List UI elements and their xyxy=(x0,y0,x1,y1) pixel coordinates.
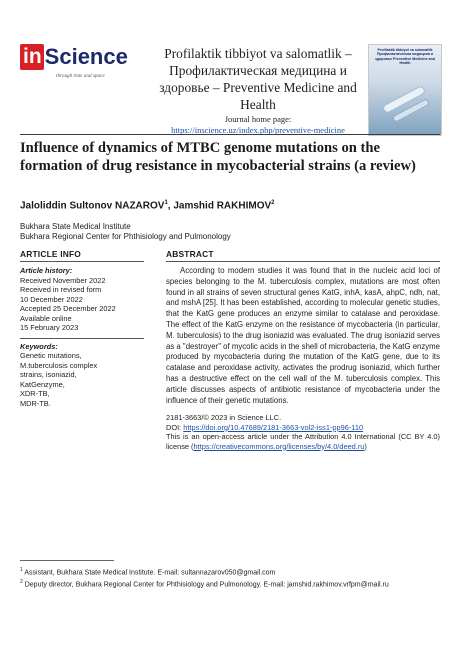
article-title: Influence of dynamics of MTBC genome mutations on the formation of drug resistance in mycobacterial strains (a review) xyxy=(20,140,416,174)
section-divider xyxy=(20,261,144,262)
homepage-label: Journal home page: xyxy=(224,114,292,124)
keyword: M.tuberculosis complex xyxy=(20,360,98,370)
footnote-text: Deputy director, Bukhara Regional Center for Phthisiology and Pulmonology. E-mail: jamshid.rakhimov.vrfpm@mail.ru xyxy=(22,581,389,589)
doi-line xyxy=(166,423,440,432)
inscience-logo xyxy=(20,42,138,79)
history-item: 10 December 2022 xyxy=(20,294,83,304)
history-item: Available online xyxy=(20,313,72,323)
author-name: Jaloliddin Sultonov NAZAROV xyxy=(20,200,165,212)
license-text: This is an open-access article under the Attribution 4.0 International (CC BY 4.0) license ( xyxy=(166,432,440,451)
author-affil-marker: 2 xyxy=(271,200,275,206)
abstract-text: According to modern studies it was found that in the nucleic acid loci of species belonging to the M. tuberculosis complex, mutations are most often found in all strains of seven structural genes KatG, inhA, kasA, ahpC, ndh, nat, and mshA [25]. It has been established, according to molecular genetic studies, that the KatG gene produces an enzyme similar to catalase and peroxidase. The effect of the KatG enzyme on the resistance of mycobacteria (in particular, M. tuberculosis) to the drug isoniazid was evaluated. The drug isoniazid serves as a "destroyer" of mycolic acids in the shell of microbacteria, the KatG enzyme produced by mycobacteria during the mutation of the KatG gene, due to its catalase and peroxidase activity, activates the prodrug isoniazid, which further has a destructive effect on the cell wall of the M. tuberculosis complex. This article discusses aspects of antibiotic resistance of mycobacteria under the influence of their genetic mutations. xyxy=(166,266,440,405)
issn-copyright: 2181-3663/© 2023 in Science LLC. xyxy=(166,413,282,423)
header-divider xyxy=(20,134,440,135)
journal-header xyxy=(20,30,440,135)
article-info-heading: ARTICLE INFO xyxy=(20,249,82,259)
footnote-number: 2 xyxy=(20,578,23,585)
homepage-link[interactable]: https://inscience.uz/index.php/preventive-medicine xyxy=(171,125,345,135)
keywords-block xyxy=(20,338,144,409)
footnote-text: Assistant, Bukhara State Medical Institute. E-mail: sultannazarov050@gmail.com xyxy=(22,569,276,577)
abstract-heading: ABSTRACT xyxy=(166,249,214,259)
footnote-1 xyxy=(20,566,440,578)
doi-link[interactable]: https://doi.org/10.47689/2181-3663-vol2-iss1-pp96-110 xyxy=(183,422,364,432)
history-item: Received in revised form xyxy=(20,285,102,294)
affiliation: Bukhara State Medical Institute xyxy=(20,222,131,231)
logo-tagline: through time and space xyxy=(56,73,105,79)
author-line xyxy=(20,197,440,212)
doi-label: DOI: xyxy=(166,422,184,432)
license-statement xyxy=(166,432,440,451)
logo-science-word: Science xyxy=(44,44,128,69)
journal-name: Profilaktik tibbiyot va salomatlik – Профилактическая медицина и здоровье – Preventive Medicine and Health xyxy=(159,46,357,112)
journal-cover-image xyxy=(368,44,442,136)
author-separator: , xyxy=(167,200,174,212)
footnote-2 xyxy=(20,578,440,590)
license-link[interactable]: https://creativecommons.org/licenses/by/4.0/deed.ru xyxy=(193,441,365,451)
keyword: XDR-TB, xyxy=(20,389,50,398)
journal-title-block xyxy=(148,45,368,136)
publication-meta xyxy=(166,413,440,451)
keyword: strains, isoniazid, xyxy=(20,370,77,379)
history-item: Accepted 25 December 2022 xyxy=(20,304,116,313)
history-item: 15 February 2023 xyxy=(20,323,79,332)
section-divider xyxy=(166,261,440,262)
abstract-column xyxy=(166,248,440,451)
article-info-column xyxy=(20,248,144,408)
history-item: Received November 2022 xyxy=(20,275,106,285)
keyword: KatGenzyme, xyxy=(20,379,65,389)
keyword: Genetic mutations, xyxy=(20,351,82,360)
author-affil-marker: 1 xyxy=(164,200,168,206)
history-label: Article history: xyxy=(20,266,73,275)
keywords-label: Keywords: xyxy=(20,341,58,351)
author-name: Jamshid RAKHIMOV xyxy=(173,200,272,212)
logo-in-mark: in xyxy=(20,44,44,70)
affiliation: Bukhara Regional Center for Phthisiology and Pulmonology xyxy=(20,232,231,242)
footnote-number: 1 xyxy=(20,567,23,573)
keyword: MDR-TB. xyxy=(20,398,51,408)
footnote-divider xyxy=(20,560,114,561)
cover-title: Profilaktik tibbiyot va salomatlik Профилактическая медицина и здоровье Preventive Medicine and Health xyxy=(374,48,435,66)
license-close: ) xyxy=(364,441,367,451)
affiliations xyxy=(20,222,440,242)
footnotes xyxy=(20,566,440,590)
